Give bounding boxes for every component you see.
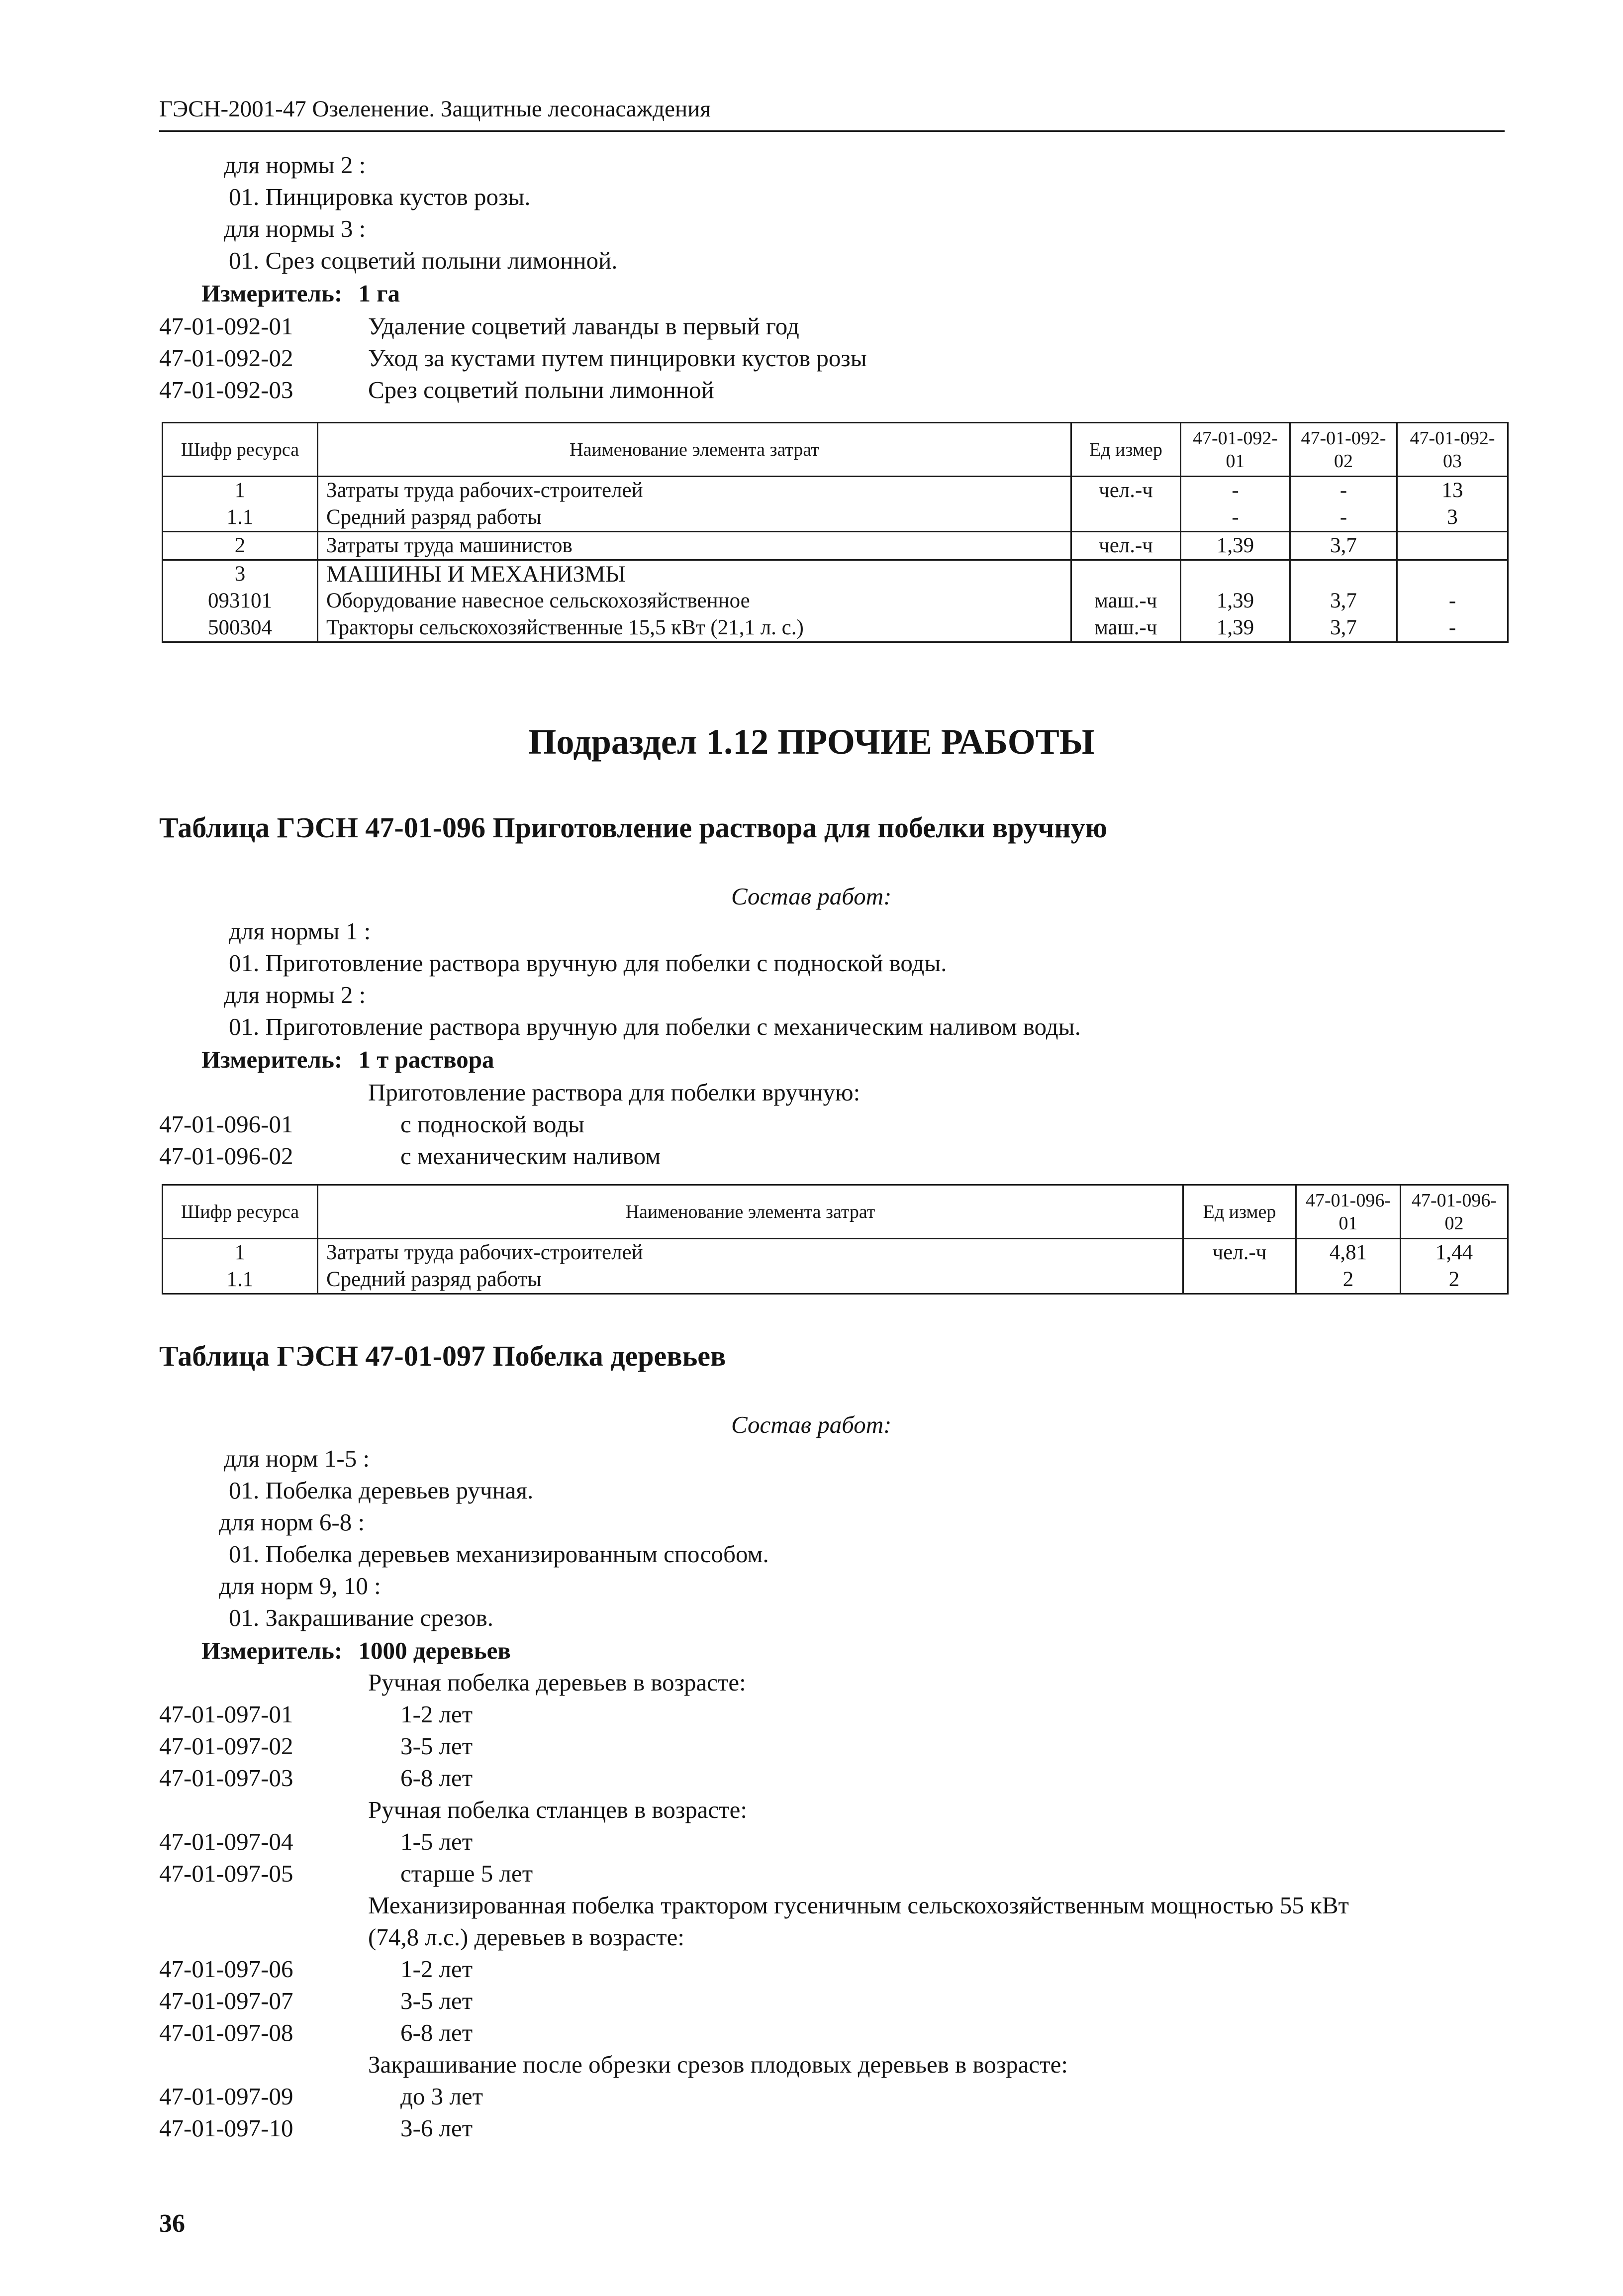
cell-value (1181, 560, 1290, 588)
resource-table-096 (162, 1184, 1509, 1295)
composition-line: для нормы 1 : (229, 917, 371, 945)
measure-row (201, 1635, 511, 1667)
measure-row (201, 278, 400, 309)
norm-name: 3-5 лет (400, 1732, 473, 1760)
cell-unit: маш.-ч (1071, 588, 1181, 614)
measure-value: 1000 деревьев (358, 1637, 511, 1664)
norm-code: 47-01-097-04 (159, 1828, 293, 1855)
composition-line: 01. Побелка деревьев ручная. (229, 1477, 534, 1504)
composition-line: 01. Приготовление раствора вручную для побелки с подноской воды. (229, 949, 947, 977)
cell-name: Затраты труда машинистов (318, 532, 1071, 560)
measure-label: Измеритель: (201, 280, 343, 307)
norm-code: 47-01-096-02 (159, 1142, 293, 1170)
composition-line: 01. Срез соцветий полыни лимонной. (229, 247, 618, 274)
cell-value: 4,81 (1296, 1239, 1401, 1267)
cell-value: - (1290, 477, 1397, 504)
cell-name: Средний разряд работы (318, 1266, 1183, 1294)
norm-group-title: Ручная побелка деревьев в возрасте: (368, 1669, 746, 1696)
cell-value: 3 (1397, 504, 1508, 532)
measure-value: 1 га (358, 280, 400, 307)
col-header: 47-01-096-02 (1401, 1185, 1508, 1239)
table-title: Таблица ГЭСН 47-01-096 Приготовление раствора для побелки вручную (159, 811, 1108, 844)
norm-group-title: Закрашивание после обрезки срезов плодовых деревьев в возрасте: (368, 2051, 1068, 2078)
cell-name: Тракторы сельскохозяйственные 15,5 кВт (21,1 л. с.) (318, 614, 1071, 642)
cell-unit: чел.-ч (1183, 1239, 1296, 1267)
norm-name: 1-2 лет (400, 1700, 473, 1728)
norm-name: Удаление соцветий лаванды в первый год (368, 312, 799, 340)
cell-code: 1.1 (163, 1266, 318, 1294)
composition-line: 01. Побелка деревьев механизированным способом. (229, 1540, 769, 1568)
cell-name: Затраты труда рабочих-строителей (318, 1239, 1183, 1267)
norm-name: Срез соцветий полыни лимонной (368, 376, 714, 403)
norm-code: 47-01-097-09 (159, 2083, 293, 2110)
cell-value: 13 (1397, 477, 1508, 504)
composition-line: 01. Приготовление раствора вручную для побелки с механическим наливом воды. (229, 1013, 1081, 1040)
composition-title: Состав работ: (731, 1411, 892, 1438)
table-row (163, 1239, 1508, 1267)
norm-code: 47-01-092-01 (159, 312, 293, 340)
cell-value: 1,44 (1401, 1239, 1508, 1267)
cell-value (1397, 532, 1508, 560)
norm-code: 47-01-097-05 (159, 1860, 293, 1887)
table-row (163, 504, 1508, 532)
norm-name: старше 5 лет (400, 1860, 533, 1887)
col-header: Наименование элемента затрат (318, 423, 1071, 477)
cell-value (1397, 560, 1508, 588)
cell-code: 1 (163, 477, 318, 504)
cell-unit (1183, 1266, 1296, 1294)
col-header: Шифр ресурса (163, 423, 318, 477)
composition-line: 01. Закрашивание срезов. (229, 1604, 494, 1631)
norm-code: 47-01-097-10 (159, 2114, 293, 2142)
norm-code: 47-01-097-01 (159, 1700, 293, 1728)
composition-line: для нормы 2 : (224, 151, 366, 179)
cell-value: 3,7 (1290, 614, 1397, 642)
subsection-title: Подраздел 1.12 ПРОЧИЕ РАБОТЫ (528, 722, 1095, 762)
norm-name: 3-5 лет (400, 1987, 473, 2014)
norm-name: Уход за кустами путем пинцировки кустов розы (368, 344, 867, 372)
norm-name: 6-8 лет (400, 1764, 473, 1792)
norm-name: 3-6 лет (400, 2114, 473, 2142)
norm-name: 1-5 лет (400, 1828, 473, 1855)
composition-line: для нормы 3 : (224, 215, 366, 242)
norm-code: 47-01-097-07 (159, 1987, 293, 2014)
norm-code: 47-01-097-02 (159, 1732, 293, 1760)
col-header: Шифр ресурса (163, 1185, 318, 1239)
norm-code: 47-01-097-06 (159, 1955, 293, 1983)
cell-code: 2 (163, 532, 318, 560)
cell-value: - (1397, 588, 1508, 614)
page-number: 36 (159, 2209, 185, 2238)
cell-unit: чел.-ч (1071, 477, 1181, 504)
cell-code: 1 (163, 1239, 318, 1267)
norm-code: 47-01-092-03 (159, 376, 293, 403)
norm-group-title: Ручная побелка стланцев в возрасте: (368, 1796, 747, 1823)
cell-value: 3,7 (1290, 588, 1397, 614)
cell-value: - (1181, 504, 1290, 532)
norm-group-title: Приготовление раствора для побелки вручную: (368, 1079, 860, 1106)
composition-line: 01. Пинцировка кустов розы. (229, 183, 531, 210)
norm-name: 6-8 лет (400, 2019, 473, 2046)
cell-unit (1071, 504, 1181, 532)
table-row (163, 588, 1508, 614)
col-header: Наименование элемента затрат (318, 1185, 1183, 1239)
table-row (163, 477, 1508, 504)
measure-row (201, 1044, 494, 1076)
cell-value: - (1181, 477, 1290, 504)
cell-name: МАШИНЫ И МЕХАНИЗМЫ (318, 560, 1071, 588)
norm-name: с механическим наливом (400, 1142, 661, 1170)
cell-code: 1.1 (163, 504, 318, 532)
cell-unit: чел.-ч (1071, 532, 1181, 560)
col-header: 47-01-092-02 (1290, 423, 1397, 477)
cell-name: Затраты труда рабочих-строителей (318, 477, 1071, 504)
cell-code: 500304 (163, 614, 318, 642)
cell-value: - (1290, 504, 1397, 532)
cell-value: 1,39 (1181, 588, 1290, 614)
cell-name: Оборудование навесное сельскохозяйственное (318, 588, 1071, 614)
col-header: 47-01-092-01 (1181, 423, 1290, 477)
table-row (163, 1266, 1508, 1294)
cell-value: 1,39 (1181, 614, 1290, 642)
cell-code: 093101 (163, 588, 318, 614)
norm-code: 47-01-097-08 (159, 2019, 293, 2046)
cell-value: 1,39 (1181, 532, 1290, 560)
cell-value: 2 (1296, 1266, 1401, 1294)
composition-line: для нормы 2 : (224, 981, 366, 1008)
col-header: 47-01-092-03 (1397, 423, 1508, 477)
col-header: Ед измер (1183, 1185, 1296, 1239)
composition-line: для норм 6-8 : (219, 1508, 365, 1536)
composition-line: для норм 1-5 : (224, 1445, 370, 1472)
cell-value: - (1397, 614, 1508, 642)
cell-unit: маш.-ч (1071, 614, 1181, 642)
cell-name: Средний разряд работы (318, 504, 1071, 532)
cell-value: 3,7 (1290, 532, 1397, 560)
measure-label: Измеритель: (201, 1046, 343, 1073)
composition-title: Состав работ: (731, 883, 892, 910)
norm-name: 1-2 лет (400, 1955, 473, 1983)
norm-code: 47-01-092-02 (159, 344, 293, 372)
norm-group-title: Механизированная побелка трактором гусеничным сельскохозяйственным мощностью 55 кВт (368, 1892, 1349, 1919)
norm-group-title: (74,8 л.с.) деревьев в возрасте: (368, 1923, 684, 1951)
col-header: Ед измер (1071, 423, 1181, 477)
measure-label: Измеритель: (201, 1637, 343, 1664)
norm-code: 47-01-097-03 (159, 1764, 293, 1792)
measure-value: 1 т раствора (358, 1046, 494, 1073)
cell-code: 3 (163, 560, 318, 588)
table-row (163, 560, 1508, 588)
norm-name: с подноской воды (400, 1110, 584, 1138)
norm-name: до 3 лет (400, 2083, 483, 2110)
col-header: 47-01-096-01 (1296, 1185, 1401, 1239)
table-row (163, 614, 1508, 642)
running-header: ГЭСН-2001-47 Озеленение. Защитные лесонасаждения (159, 96, 711, 122)
table-row (163, 532, 1508, 560)
cell-value (1290, 560, 1397, 588)
header-rule (159, 130, 1505, 132)
composition-line: для норм 9, 10 : (219, 1572, 381, 1599)
cell-value: 2 (1401, 1266, 1508, 1294)
cell-unit (1071, 560, 1181, 588)
norm-code: 47-01-096-01 (159, 1110, 293, 1138)
resource-table-092 (162, 422, 1509, 643)
table-title: Таблица ГЭСН 47-01-097 Побелка деревьев (159, 1340, 726, 1372)
